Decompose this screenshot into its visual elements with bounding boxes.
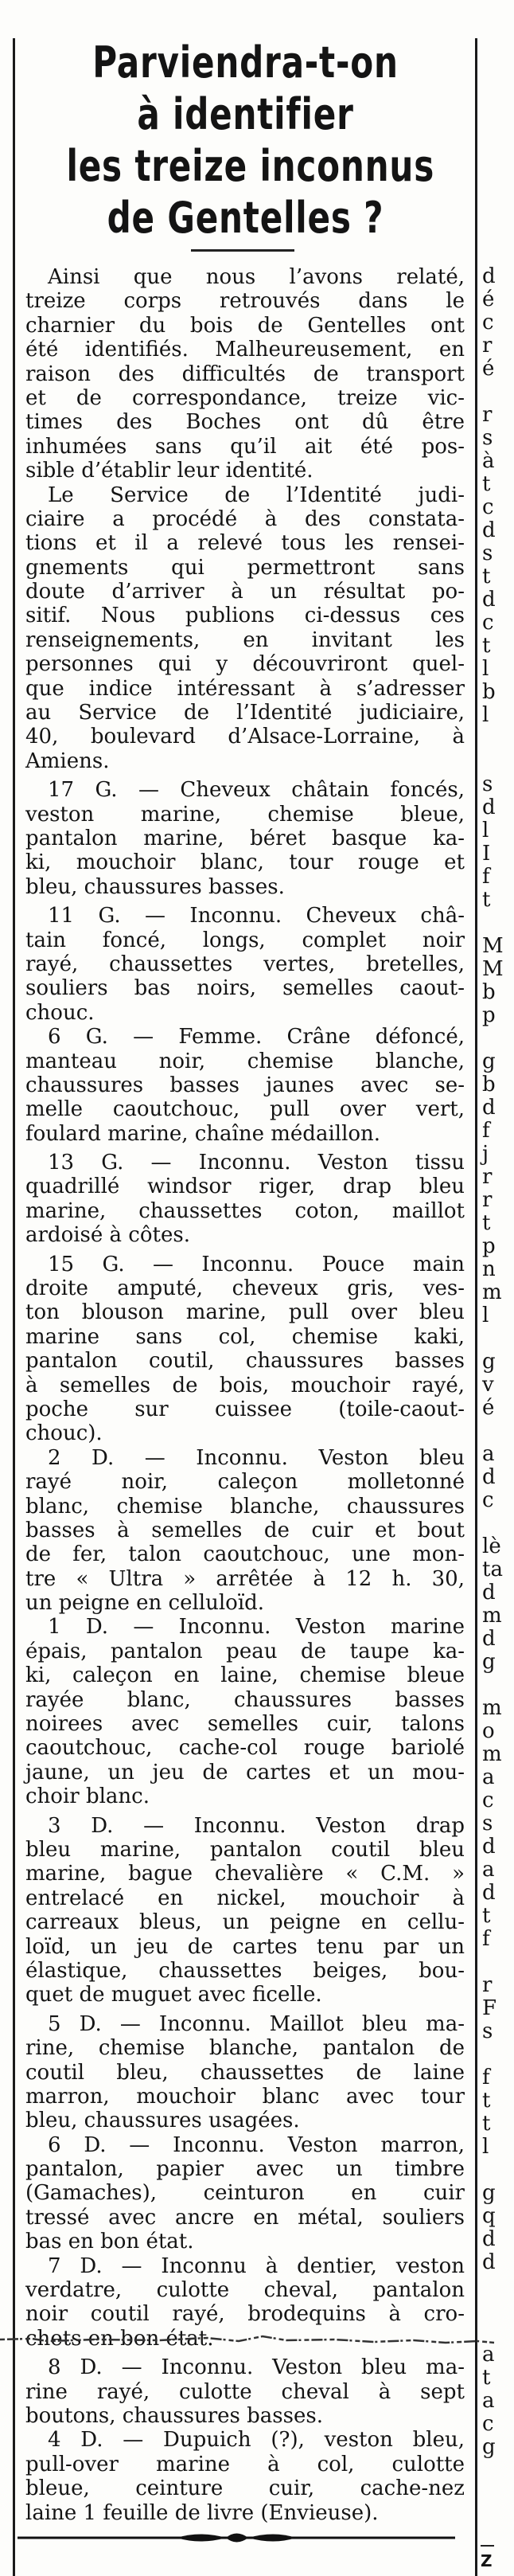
fragment-line: f bbox=[482, 1927, 490, 1951]
fragment-line: t bbox=[482, 2112, 491, 2136]
fragment-line: I bbox=[482, 842, 491, 866]
fragment-line: é bbox=[482, 357, 495, 381]
fragment-line: d bbox=[482, 1835, 496, 1859]
text-line: et de correspondance, treize vic- bbox=[25, 385, 465, 410]
text-line: pantalon, papier avec un timbre bbox=[25, 2157, 465, 2182]
fragment-line bbox=[482, 1327, 514, 1351]
text-line: Ainsi que nous l’avons relaté, bbox=[48, 265, 465, 289]
text-line: quadrillé windsor riger, drap bleu bbox=[25, 1175, 465, 1199]
fragment-line: M bbox=[482, 934, 504, 958]
fragment-line: p bbox=[482, 1234, 496, 1258]
text-line: carreaux bleus, un peigne en cellu- bbox=[25, 1910, 465, 1935]
text-line: entrelacé en nickel, mouchoir à bbox=[25, 1886, 465, 1910]
text-line: coutil bleu, chaussettes de laine bbox=[25, 2060, 465, 2085]
text-line: bas en bon état. bbox=[25, 2230, 194, 2254]
fragment-line: l bbox=[482, 657, 489, 681]
text-line: loïd, un jeu de cartes tenu par un bbox=[25, 1934, 465, 1959]
fragment-line: g bbox=[482, 1650, 496, 1674]
text-line: que indice intéressant à s’adresser bbox=[25, 676, 465, 701]
fragment-line: f bbox=[482, 1119, 490, 1143]
fragment-line: r bbox=[482, 1165, 493, 1189]
fragment-line: c bbox=[482, 611, 494, 635]
text-line: basses à semelles de cuir et bout bbox=[25, 1518, 465, 1542]
fragment-line: f bbox=[482, 865, 490, 889]
headline-line: les treize inconnus bbox=[66, 141, 435, 191]
corner-mark-icon: Z bbox=[481, 2551, 493, 2570]
fragment-line: t bbox=[482, 565, 491, 588]
fragment-line: c bbox=[482, 1488, 494, 1512]
text-line: bleue, ceinture cuir, cache-nez bbox=[25, 2476, 465, 2501]
fragment-line: r bbox=[482, 403, 493, 427]
fragment-line: c bbox=[482, 2412, 494, 2436]
text-line: rayé noir, caleçon molletonné bbox=[25, 1470, 465, 1495]
text-line: droite amputé, cheveux gris, ves- bbox=[25, 1276, 465, 1301]
text-line: à semelles de bois, mouchoir rayé, bbox=[25, 1373, 465, 1397]
fragment-line: s bbox=[482, 772, 493, 796]
text-line: veston marine, chemise bleue, bbox=[25, 802, 465, 827]
text-line: verdatre, culotte cheval, pantalon bbox=[25, 2278, 465, 2303]
fragment-line: F bbox=[482, 1996, 497, 2020]
fragment-line: p bbox=[482, 1003, 496, 1027]
text-line: épais, pantalon peau de taupe ka- bbox=[25, 1639, 465, 1663]
text-line: chouc). bbox=[25, 1421, 103, 1446]
section-divider-ornament bbox=[18, 2529, 455, 2547]
text-line: jaune, un jeu de cartes et un mou- bbox=[25, 1760, 465, 1784]
fragment-line bbox=[482, 2159, 514, 2182]
fragment-line: s bbox=[482, 426, 493, 450]
text-line: chouc. bbox=[25, 1000, 95, 1025]
fragment-line bbox=[482, 1674, 514, 1697]
fragment-line: a bbox=[482, 1442, 495, 1466]
fragment-line: l bbox=[482, 703, 489, 727]
fragment-line bbox=[482, 2297, 514, 2320]
text-line: marine, chaussettes coton, maillot bbox=[25, 1198, 465, 1223]
fragment-line: M bbox=[482, 957, 504, 981]
text-line: 11 G. — Inconnu. Cheveux châ- bbox=[48, 904, 465, 928]
fragment-line: a bbox=[482, 1858, 495, 1882]
text-line: renseignements, en invitant les bbox=[25, 627, 465, 652]
text-line: personnes qui y découvriront quel- bbox=[25, 652, 465, 677]
fragment-line: g bbox=[482, 2435, 496, 2459]
victim-description bbox=[25, 2133, 465, 2254]
fragment-line: à bbox=[482, 449, 495, 473]
text-line: ciaire a procédé à des constata- bbox=[25, 506, 465, 531]
text-line: ki, mouchoir blanc, tour rouge et bbox=[25, 850, 465, 875]
fragment-line: t bbox=[482, 2366, 491, 2390]
text-line: noirees avec semelles cuir, talons bbox=[25, 1712, 465, 1737]
fragment-line: t bbox=[482, 888, 491, 912]
fragment-line: é bbox=[482, 1396, 495, 1420]
fragment-line: d bbox=[482, 2250, 496, 2274]
fragment-line bbox=[482, 381, 514, 404]
fragment-line: t bbox=[482, 472, 491, 496]
text-line: pantalon marine, béret basque ka- bbox=[25, 826, 465, 850]
fragment-line: a bbox=[482, 1765, 495, 1789]
fragment-line: a bbox=[482, 2389, 495, 2413]
fragment-line bbox=[482, 2274, 514, 2297]
text-line: rayée blanc, chaussures basses bbox=[25, 1687, 465, 1712]
fragment-line: d bbox=[482, 1881, 496, 1905]
fragment-line bbox=[482, 1027, 514, 1050]
text-line: bleu, chaussures usagées. bbox=[25, 2109, 300, 2133]
text-line: 2 D. — Inconnu. Veston bleu bbox=[48, 1445, 465, 1470]
article-paragraph bbox=[25, 265, 465, 483]
fragment-line: g bbox=[482, 1350, 496, 1374]
print-damage-line bbox=[0, 2333, 494, 2349]
text-line: rine, chemise blanche, pantalon de bbox=[25, 2036, 465, 2061]
text-line: boutons, chaussures basses. bbox=[25, 2403, 323, 2428]
adjacent-column-rule bbox=[481, 2545, 494, 2547]
fragment-line: b bbox=[482, 980, 496, 1004]
fragment-line: d bbox=[482, 2227, 496, 2251]
fragment-line: d bbox=[482, 588, 496, 612]
fragment-line: l bbox=[482, 819, 489, 842]
text-line: ki, caleçon en laine, chemise bleue bbox=[25, 1663, 465, 1688]
text-line: bleu, chaussures basses. bbox=[25, 874, 285, 899]
text-line: 1 D. — Inconnu. Veston marine bbox=[48, 1615, 465, 1640]
text-line: 6 D. — Inconnu. Veston marron, bbox=[48, 2132, 465, 2157]
fragment-line: v bbox=[482, 1373, 494, 1397]
column-rule-right bbox=[475, 38, 477, 2576]
text-line: choir blanc. bbox=[25, 1784, 150, 1809]
headline-line: à identifier bbox=[137, 89, 354, 139]
text-line: doute d’arriver à un résultat po- bbox=[25, 580, 465, 604]
fragment-line bbox=[482, 1512, 514, 1535]
fragment-line bbox=[482, 912, 514, 935]
headline bbox=[16, 37, 475, 244]
text-line: au Service de l’Identité judiciaire, bbox=[25, 701, 465, 725]
victim-description bbox=[25, 778, 465, 899]
adjacent-column-fragments bbox=[482, 265, 514, 2459]
article-paragraph bbox=[25, 483, 465, 774]
fragment-line: m bbox=[482, 1280, 502, 1304]
text-line: 3 D. — Inconnu. Veston drap bbox=[48, 1813, 465, 1838]
fragment-line: o bbox=[482, 1719, 495, 1743]
victim-description bbox=[25, 1253, 465, 1446]
text-line: Amiens. bbox=[25, 749, 110, 773]
fragment-line: t bbox=[482, 1211, 491, 1235]
text-line: marron, mouchoir blanc avec tour bbox=[25, 2084, 465, 2109]
victim-description bbox=[25, 2355, 465, 2428]
fragment-line: c bbox=[482, 311, 494, 334]
fragment-line: r bbox=[482, 1973, 493, 1997]
fragment-line: r bbox=[482, 1188, 493, 1212]
text-line: quet de muguet avec ficelle. bbox=[25, 1983, 322, 2007]
text-line: marine, bague chevalière « C.M. » bbox=[25, 1862, 465, 1886]
victim-description bbox=[25, 1446, 465, 1616]
headline-rule bbox=[191, 249, 294, 252]
text-line: blanc, chemise blanche, chaussures bbox=[25, 1494, 465, 1519]
fragment-line: b bbox=[482, 680, 496, 704]
victim-description bbox=[25, 1814, 465, 2007]
fragment-line: t bbox=[482, 634, 491, 658]
fragment-line bbox=[482, 2043, 514, 2066]
text-line: 17 G. — Cheveux châtain foncés, bbox=[48, 778, 465, 803]
column-rule-left bbox=[13, 38, 15, 2576]
fragment-line: d bbox=[482, 518, 496, 542]
text-line: inhumées sans qu’il ait été pos- bbox=[25, 434, 465, 459]
text-line: noir coutil rayé, brodequins à cro- bbox=[25, 2302, 465, 2327]
text-line: raison des difficultés de transport bbox=[25, 362, 465, 386]
fragment-line: f bbox=[482, 2066, 490, 2089]
text-line: 5 D. — Inconnu. Maillot bleu ma- bbox=[48, 2011, 465, 2036]
fragment-line bbox=[482, 727, 514, 750]
victim-description bbox=[25, 2012, 465, 2133]
text-line: 13 G. — Inconnu. Veston tissu bbox=[48, 1151, 465, 1175]
article-body bbox=[25, 265, 465, 2525]
text-line: 4 D. — Dupuich (?), veston bleu, bbox=[48, 2428, 465, 2453]
fragment-line: d bbox=[482, 795, 496, 819]
fragment-line bbox=[482, 1951, 514, 1974]
fragment-line: s bbox=[482, 541, 493, 565]
fragment-line: a bbox=[482, 2343, 495, 2367]
fragment-line: g bbox=[482, 1050, 496, 1073]
fragment-line: c bbox=[482, 1788, 494, 1812]
text-line: marine sans col, chemise kaki, bbox=[25, 1324, 465, 1349]
text-line: gnements qui permettront sans bbox=[25, 555, 465, 580]
fragment-line: g bbox=[482, 2181, 496, 2205]
text-line: souliers bas noirs, semelles caout- bbox=[25, 976, 465, 1001]
text-line: times des Boches ont dû être bbox=[25, 410, 465, 435]
text-line: chets en bon état. bbox=[25, 2326, 214, 2351]
text-line: de fer, talon caoutchouc, une mon- bbox=[25, 1542, 465, 1567]
text-line: tions et il a relevé tous les rensei- bbox=[25, 531, 465, 556]
fragment-line: t bbox=[482, 1904, 491, 1928]
fragment-line: j bbox=[482, 1142, 489, 1166]
fragment-line: m bbox=[482, 1604, 502, 1628]
fragment-line: é bbox=[482, 287, 495, 311]
text-line: foulard marine, chaîne médaillon. bbox=[25, 1121, 381, 1146]
fragment-line: d bbox=[482, 1627, 496, 1651]
text-line: manteau noir, chemise blanche, bbox=[25, 1049, 465, 1073]
fragment-line: q bbox=[482, 2204, 496, 2228]
text-line: caoutchouc, cache-col rouge bariolé bbox=[25, 1736, 465, 1761]
fragment-line: d bbox=[482, 1581, 496, 1605]
text-line: sitif. Nous publions ci-dessus ces bbox=[25, 604, 465, 628]
text-line: pantalon coutil, chaussures basses bbox=[25, 1349, 465, 1374]
fragment-line bbox=[482, 750, 514, 773]
text-line: 40, boulevard d’Alsace-Lorraine, à bbox=[25, 725, 465, 749]
victim-description bbox=[25, 2428, 465, 2525]
text-line: melle caoutchouc, pull over vert, bbox=[25, 1097, 465, 1122]
text-line: 7 D. — Inconnu à dentier, veston bbox=[48, 2254, 465, 2278]
fragment-line: s bbox=[482, 1812, 493, 1835]
text-line: 6 G. — Femme. Crâne défoncé, bbox=[48, 1025, 465, 1050]
victim-description bbox=[25, 1615, 465, 1808]
fragment-line: s bbox=[482, 2019, 493, 2043]
fragment-line: lè bbox=[482, 1534, 501, 1558]
fragment-line: d bbox=[482, 1465, 496, 1489]
text-line: bleu marine, pantalon coutil bleu bbox=[25, 1838, 465, 1862]
headline-line: Parviendra-t-on bbox=[92, 37, 399, 88]
fragment-line: l bbox=[482, 2135, 489, 2159]
text-line: charnier du bois de Gentelles ont bbox=[25, 313, 465, 338]
text-line: 8 D. — Inconnu. Veston bleu ma- bbox=[48, 2355, 465, 2380]
text-line: élastique, chaussettes beiges, bou- bbox=[25, 1958, 465, 1983]
fragment-line bbox=[482, 1420, 514, 1443]
text-line: ton blouson marine, pull over bleu bbox=[25, 1300, 465, 1325]
text-line: ardoisé à côtes. bbox=[25, 1223, 190, 1248]
victim-description bbox=[25, 1151, 465, 1248]
text-line: tressé avec ancre en métal, souliers bbox=[25, 2205, 465, 2230]
fragment-line: r bbox=[482, 334, 493, 358]
text-line: treize corps retrouvés dans le bbox=[25, 289, 465, 314]
victim-description bbox=[25, 904, 465, 1025]
text-line: été identifiés. Malheureusement, en bbox=[25, 338, 465, 362]
fragment-line: m bbox=[482, 1742, 502, 1766]
text-line: un peigne en celluloïd. bbox=[25, 1591, 265, 1616]
fragment-line: l bbox=[482, 1304, 489, 1327]
text-line: pull-over marine à col, culotte bbox=[25, 2452, 465, 2476]
text-line: chaussures basses jaunes avec se- bbox=[25, 1073, 465, 1097]
text-line: sible d’établir leur identité. bbox=[25, 459, 313, 483]
victim-description bbox=[25, 1025, 465, 1146]
fragment-line: m bbox=[482, 1696, 502, 1720]
text-line: poche sur cuissee (toile-caout- bbox=[25, 1397, 465, 1421]
fragment-line: t bbox=[482, 2089, 491, 2113]
text-line: 15 G. — Inconnu. Pouce main bbox=[48, 1252, 465, 1276]
fragment-line: d bbox=[482, 1096, 496, 1120]
text-line: tre « Ultra » arrêtée à 12 h. 30, bbox=[25, 1566, 465, 1591]
text-line: rayé, chaussettes vertes, bretelles, bbox=[25, 952, 465, 976]
fragment-line: d bbox=[482, 264, 496, 288]
text-line: rine rayé, culotte cheval à sept bbox=[25, 2379, 465, 2404]
fragment-line: n bbox=[482, 1257, 496, 1281]
text-line: laine 1 feuille de livre (Envieuse). bbox=[25, 2500, 379, 2525]
fragment-line: ta bbox=[482, 1558, 503, 1581]
text-line: Le Service de l’Identité judi- bbox=[48, 483, 465, 507]
fragment-line: c bbox=[482, 495, 494, 519]
headline-line: de Gentelles ? bbox=[107, 193, 384, 243]
fragment-line: b bbox=[482, 1073, 496, 1096]
text-line: tain foncé, longs, complet noir bbox=[25, 928, 465, 952]
text-line: (Gamaches), ceinturon en cuir bbox=[25, 2181, 465, 2206]
